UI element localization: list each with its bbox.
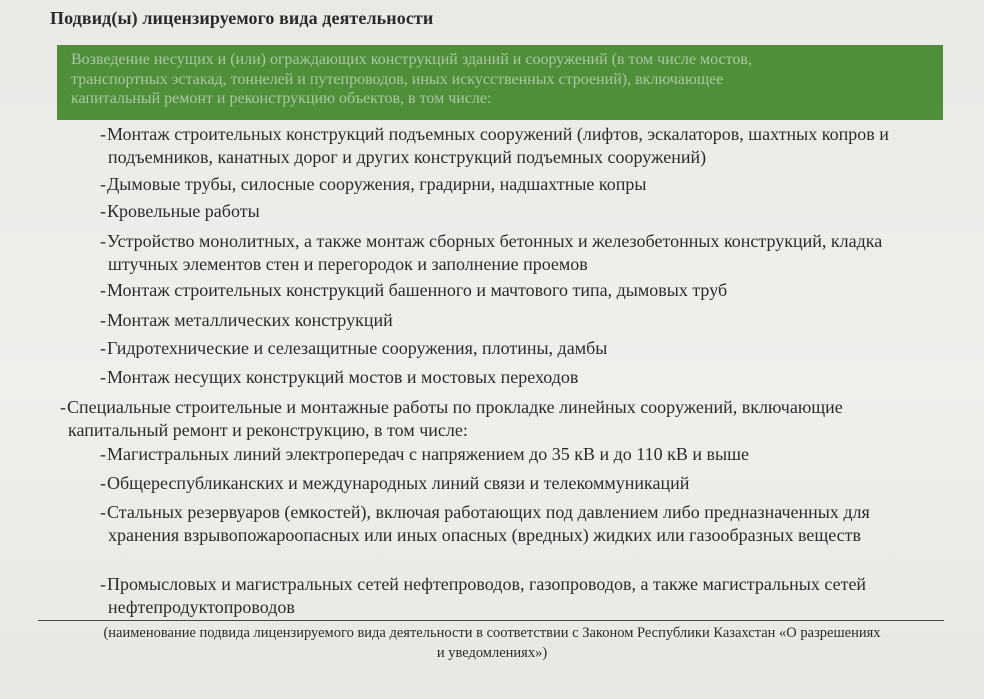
section-title: Подвид(ы) лицензируемого вида деятельности [50, 8, 434, 28]
list-item-text: Монтаж строительных конструкций подъемных сооружений (лифтов, эскалаторов, шахтных копров и [107, 124, 889, 144]
list-dash: - [100, 444, 106, 464]
list-item [100, 200, 260, 223]
list-dash: - [100, 201, 106, 221]
group-heading-continuation: капитальный ремонт и реконструкцию, в том числе: [68, 420, 468, 440]
highlight-line-1: Возведение несущих и (или) ограждающих конструкций зданий и сооружений (в том числе мостов, [71, 51, 752, 68]
list-item [100, 443, 749, 466]
list-item [100, 337, 607, 360]
highlighted-subtype-block [57, 45, 943, 120]
group-heading-text: Специальные строительные и монтажные работы по прокладке линейных сооружений, включающие [67, 397, 843, 417]
list-item [100, 173, 646, 196]
list-item-text: Монтаж металлических конструкций [107, 310, 393, 330]
list-item [100, 279, 727, 302]
list-item-text: Кровельные работы [107, 201, 260, 221]
list-dash: - [100, 310, 106, 330]
list-item-text: Общереспубликанских и международных линий связи и телекоммуникаций [107, 473, 690, 493]
group-heading [60, 396, 843, 419]
list-dash: - [100, 574, 106, 594]
list-dash: - [100, 231, 106, 251]
list-item-text: Стальных резервуаров (емкостей), включая работающих под давлением либо предназначенных для [107, 502, 870, 522]
list-item-text: Дымовые трубы, силосные сооружения, градирни, надшахтные копры [107, 174, 647, 194]
list-item-continuation: штучных элементов стен и перегородок и заполнение проемов [108, 254, 588, 274]
list-item [100, 573, 866, 596]
list-dash: - [100, 174, 106, 194]
highlight-line-3: капитальный ремонт и реконструкцию объектов, в том числе: [71, 90, 492, 107]
list-item [100, 230, 882, 253]
caption-line-1: (наименование подвида лицензируемого вида деятельности в соответствии с Законом Республики Казахстан «О разрешениях [103, 625, 881, 641]
list-item-text: Монтаж строительных конструкций башенного и мачтового типа, дымовых труб [107, 280, 728, 300]
list-item [100, 472, 689, 495]
list-dash: - [100, 280, 106, 300]
list-dash: - [100, 367, 106, 387]
list-item [100, 501, 870, 524]
list-item-text: Устройство монолитных, а также монтаж сборных бетонных и железобетонных конструкций, кладка [107, 231, 883, 251]
list-item-continuation: хранения взрывопожароопасных или иных опасных (вредных) жидких или газообразных веществ [108, 525, 862, 545]
list-item-continuation: нефтепродуктопроводов [108, 597, 295, 617]
list-dash: - [100, 124, 106, 144]
list-dash: - [60, 397, 66, 417]
list-dash: - [100, 338, 106, 358]
list-item-text: Монтаж несущих конструкций мостов и мостовых переходов [107, 367, 579, 387]
list-item-text: Промысловых и магистральных сетей нефтепроводов, газопроводов, а также магистральных сетей [107, 574, 867, 594]
list-item [100, 366, 578, 389]
list-item [100, 123, 889, 146]
list-item-text: Магистральных линий электропередач с напряжением до 35 кВ и до 110 кВ и выше [107, 444, 749, 464]
list-item-continuation: подъемников, канатных дорог и других конструкций подъемных сооружений) [108, 147, 707, 167]
fill-in-underline [38, 620, 944, 621]
list-item [100, 309, 393, 332]
list-item-text: Гидротехнические и селезащитные сооружения, плотины, дамбы [107, 338, 608, 358]
list-dash: - [100, 502, 106, 522]
list-dash: - [100, 473, 106, 493]
caption-line-2: и уведомлениях») [436, 645, 548, 661]
highlight-line-2: транспортных эстакад, тоннелей и путепроводов, иных искусственных строений), включающее [71, 70, 724, 88]
